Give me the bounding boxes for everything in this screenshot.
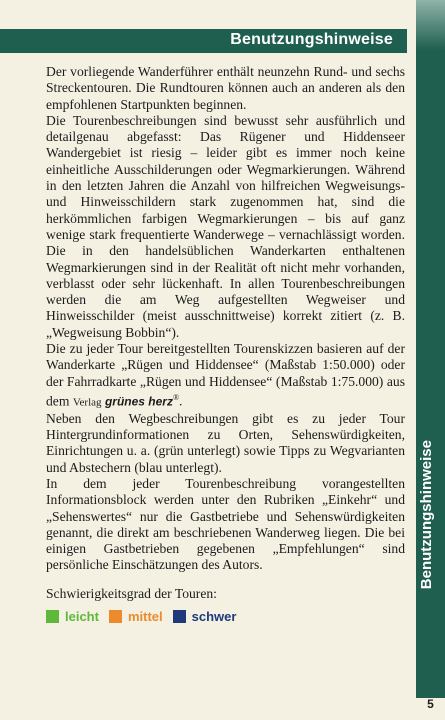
body-text xyxy=(46,64,405,574)
difficulty-heading: Schwierigkeitsgrad der Touren: xyxy=(46,586,217,601)
level-easy-label: leicht xyxy=(65,609,99,624)
hard-swatch xyxy=(173,610,186,623)
paragraph-5: In dem jeder Tourenbeschreibung vorangestellten Informationsblock werden unter den Rubriken „Einkehr“ und „Sehenswertes“ nur die Gastbetriebe und Sehenswürdigkeiten genannt, die direkt am beschriebenen Wanderweg liegen. Die bei einigen Gastbetrieben gegebenen „Empfehlungen“ sind persönliche Einschätzungen des Autors. xyxy=(46,475,405,573)
difficulty-legend xyxy=(46,586,405,624)
side-strip-top xyxy=(416,0,445,50)
paragraph-3-text: Die zu jeder Tour bereitgestellten Tourenskizzen basieren auf der Wanderkarte „Rügen und Hiddensee“ (Maßstab 1:50.000) oder der Fahrradkarte „Rügen und Hiddensee“ (Maßstab 1:75.000) aus dem xyxy=(46,341,405,409)
publisher-prefix: Verlag xyxy=(72,396,102,409)
level-hard-label: schwer xyxy=(191,609,237,624)
difficulty-levels xyxy=(46,609,405,624)
paragraph-3 xyxy=(46,341,405,411)
paragraph-1: Der vorliegende Wanderführer enthält neunzehn Rund- und sechs Streckentouren. Die Rundtouren können auch an anderen als den empfohlenen Startpunkten beginnen. xyxy=(46,64,405,112)
medium-swatch xyxy=(109,610,122,623)
paragraph-4: Neben den Wegbeschreibungen gibt es zu jeder Tour Hintergrundinformationen zu Orten, Sehenswürdigkeiten, Einrichtungen u. a. (grün unterlegt) sowie Tipps zu Wegvarianten und Abstechern (blau unterlegt). xyxy=(46,410,405,475)
publisher-brand: grünes herz xyxy=(104,394,173,409)
page-number: 5 xyxy=(427,697,434,711)
header-bar xyxy=(0,29,407,53)
level-medium-label: mittel xyxy=(127,609,163,624)
registered-mark: ® xyxy=(172,392,180,402)
level-easy xyxy=(46,609,99,624)
level-hard xyxy=(173,609,237,624)
paragraph-2: Die Tourenbeschreibungen sind bewusst sehr ausführlich und detailgenau abgefasst: Das Rügener und Hiddenseer Wandergebiet ist riesig – leider gibt es immer noch keine einheitliche Ausschilderungen oder Wegmarkierungen. Während in den letzten Jahren die Anzahl von hilfreichen Wegweisungs- und Hinweisschildern stark zugenommen hat, sind die herkömmlichen farbigen Wegmarkierungen – bis auf ganz wenige stark frequentierte Wanderwege – vernachlässigt worden. Die in den handelsüblichen Wanderkarten enthaltenen Wegmarkierungen sind in der Realität oft nicht mehr vorhanden, verblasst oder sehr lückenhaft. In allen Tourenbeschreibungen werden die am Weg aufgestellten Wegweiser und Hinweisschilder (meist ausschnittweise) korrekt zitiert (z. B. „Wegweisung Bobbin“). xyxy=(46,112,405,340)
level-medium xyxy=(109,609,163,624)
section-title: Benutzungshinweise xyxy=(230,31,393,48)
paragraph-3-end: . xyxy=(179,393,183,409)
side-section-label: Benutzungshinweise xyxy=(418,440,435,590)
easy-swatch xyxy=(46,610,59,623)
